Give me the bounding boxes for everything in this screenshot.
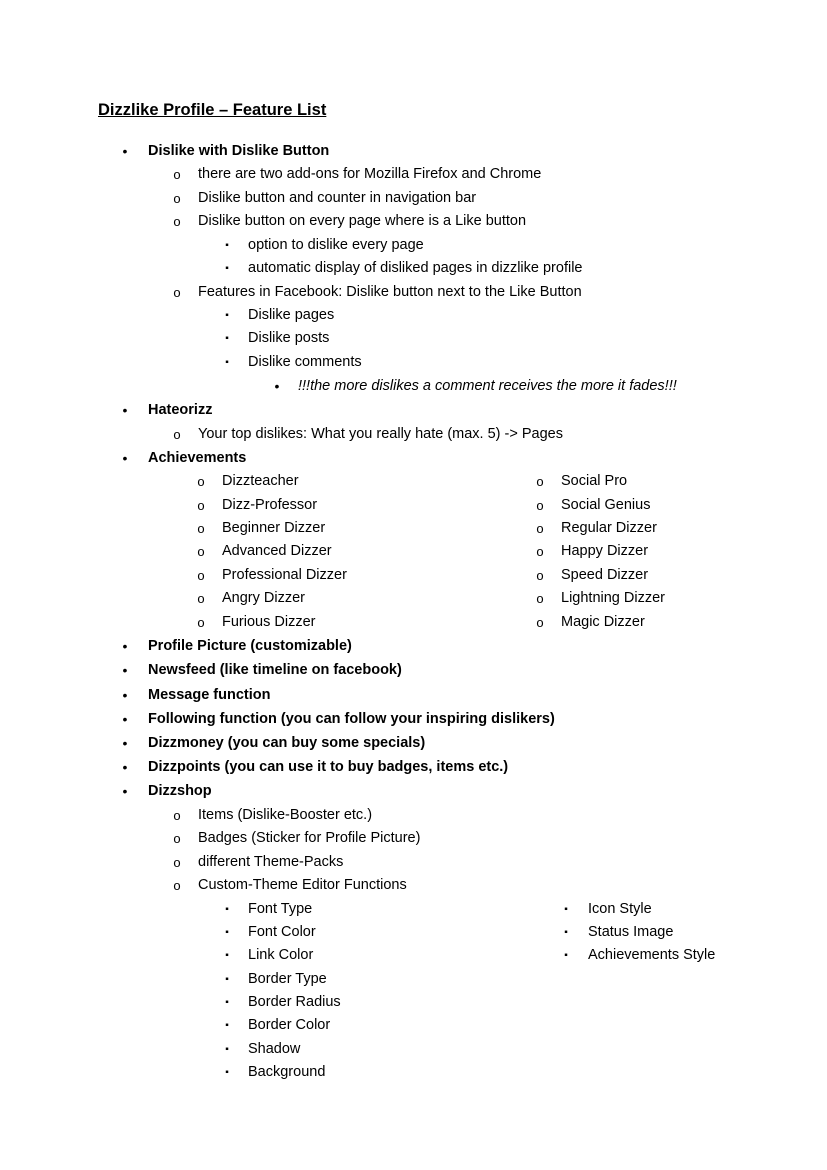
section-heading: Dislike with Dislike Button — [148, 143, 330, 159]
circle-marker-icon: o — [173, 214, 181, 229]
achievement-item: Speed Dizzer — [561, 567, 649, 583]
achievement-item: Lightning Dizzer — [561, 590, 665, 606]
editor-function-item: Status Image — [588, 924, 674, 940]
bullet-marker-icon: • — [122, 759, 128, 775]
dizzshop-item: Items (Dislike-Booster etc.) — [198, 807, 373, 823]
bullet-marker-icon: • — [122, 735, 128, 751]
list-item: option to dislike every page — [248, 237, 424, 253]
circle-marker-icon: o — [173, 831, 181, 846]
circle-marker-icon: o — [536, 498, 544, 513]
feature-heading: Following function (you can follow your inspiring dislikers) — [148, 711, 555, 727]
list-item: Dislike button on every page where is a Like button — [198, 213, 527, 229]
achievement-item: Advanced Dizzer — [222, 543, 332, 559]
editor-function-item: Icon Style — [588, 901, 652, 917]
bullet-marker-icon: • — [274, 378, 280, 394]
square-marker-icon: ▪ — [225, 333, 229, 344]
circle-marker-icon: o — [173, 191, 181, 206]
editor-function-item: Link Color — [248, 947, 314, 963]
editor-function-item: Border Type — [248, 971, 327, 987]
square-marker-icon: ▪ — [225, 997, 229, 1008]
circle-marker-icon: o — [197, 521, 205, 536]
circle-marker-icon: o — [536, 544, 544, 559]
list-item: there are two add-ons for Mozilla Firefox and Chrome — [198, 166, 542, 182]
list-item: Dislike posts — [248, 330, 330, 346]
square-marker-icon: ▪ — [225, 974, 229, 985]
circle-marker-icon: o — [173, 855, 181, 870]
square-marker-icon: ▪ — [225, 357, 229, 368]
circle-marker-icon: o — [536, 591, 544, 606]
square-marker-icon: ▪ — [225, 1044, 229, 1055]
bullet-marker-icon: • — [122, 687, 128, 703]
circle-marker-icon: o — [197, 544, 205, 559]
list-item: Dislike pages — [248, 307, 335, 323]
square-marker-icon: ▪ — [225, 904, 229, 915]
achievement-item: Regular Dizzer — [561, 520, 657, 536]
square-marker-icon: ▪ — [225, 263, 229, 274]
editor-function-item: Font Color — [248, 924, 316, 940]
achievement-item: Dizzteacher — [222, 473, 299, 489]
achievement-item: Beginner Dizzer — [222, 520, 326, 536]
list-item: Dislike button and counter in navigation bar — [198, 190, 477, 206]
square-marker-icon: ▪ — [564, 927, 568, 938]
square-marker-icon: ▪ — [564, 950, 568, 961]
achievement-item: Angry Dizzer — [222, 590, 305, 606]
list-item: Dislike comments — [248, 354, 362, 370]
achievement-item: Social Genius — [561, 497, 651, 513]
circle-marker-icon: o — [536, 521, 544, 536]
achievement-item: Happy Dizzer — [561, 543, 649, 559]
bullet-marker-icon: • — [122, 662, 128, 678]
circle-marker-icon: o — [197, 591, 205, 606]
square-marker-icon: ▪ — [225, 927, 229, 938]
feature-heading: Dizzshop — [148, 783, 212, 799]
circle-marker-icon: o — [173, 878, 181, 893]
list-item: !!!the more dislikes a comment receives the more it fades!!! — [298, 378, 677, 394]
bullet-marker-icon: • — [122, 711, 128, 727]
achievement-item: Magic Dizzer — [561, 614, 645, 630]
circle-marker-icon: o — [536, 615, 544, 630]
circle-marker-icon: o — [173, 427, 181, 442]
square-marker-icon: ▪ — [225, 950, 229, 961]
square-marker-icon: ▪ — [225, 1020, 229, 1031]
bullet-marker-icon: • — [122, 783, 128, 799]
achievement-item: Dizz-Professor — [222, 497, 318, 513]
editor-function-item: Background — [248, 1064, 326, 1080]
achievement-item: Furious Dizzer — [222, 614, 316, 630]
feature-heading: Profile Picture (customizable) — [148, 638, 352, 654]
circle-marker-icon: o — [173, 285, 181, 300]
list-item: Features in Facebook: Dislike button next to the Like Button — [198, 284, 582, 300]
dizzshop-item: different Theme-Packs — [198, 854, 344, 870]
editor-function-item: Shadow — [248, 1041, 301, 1057]
feature-heading: Newsfeed (like timeline on facebook) — [148, 662, 402, 678]
bullet-marker-icon: • — [122, 402, 128, 418]
square-marker-icon: ▪ — [225, 1067, 229, 1078]
square-marker-icon: ▪ — [225, 310, 229, 321]
section-heading: Achievements — [148, 450, 247, 466]
list-item: Your top dislikes: What you really hate (max. 5) -> Pages — [198, 426, 563, 442]
circle-marker-icon: o — [197, 474, 205, 489]
feature-heading: Dizzmoney (you can buy some specials) — [148, 735, 426, 751]
achievement-item: Social Pro — [561, 473, 628, 489]
feature-heading: Dizzpoints (you can use it to buy badges, items etc.) — [148, 759, 509, 775]
editor-function-item: Font Type — [248, 901, 313, 917]
circle-marker-icon: o — [173, 167, 181, 182]
editor-function-item: Border Color — [248, 1017, 331, 1033]
document-title: Dizzlike Profile – Feature List — [98, 101, 327, 119]
dizzshop-item: Badges (Sticker for Profile Picture) — [198, 830, 421, 846]
editor-function-item: Achievements Style — [588, 947, 716, 963]
circle-marker-icon: o — [197, 568, 205, 583]
circle-marker-icon: o — [536, 568, 544, 583]
circle-marker-icon: o — [197, 615, 205, 630]
bullet-marker-icon: • — [122, 638, 128, 654]
bullet-marker-icon: • — [122, 143, 128, 159]
square-marker-icon: ▪ — [564, 904, 568, 915]
circle-marker-icon: o — [536, 474, 544, 489]
achievement-item: Professional Dizzer — [222, 567, 347, 583]
section-heading: Hateorizz — [148, 402, 213, 418]
feature-heading: Message function — [148, 687, 271, 703]
dizzshop-item: Custom-Theme Editor Functions — [198, 877, 407, 893]
editor-function-item: Border Radius — [248, 994, 341, 1010]
list-item: automatic display of disliked pages in dizzlike profile — [248, 260, 583, 276]
bullet-marker-icon: • — [122, 450, 128, 466]
square-marker-icon: ▪ — [225, 240, 229, 251]
circle-marker-icon: o — [173, 808, 181, 823]
circle-marker-icon: o — [197, 498, 205, 513]
